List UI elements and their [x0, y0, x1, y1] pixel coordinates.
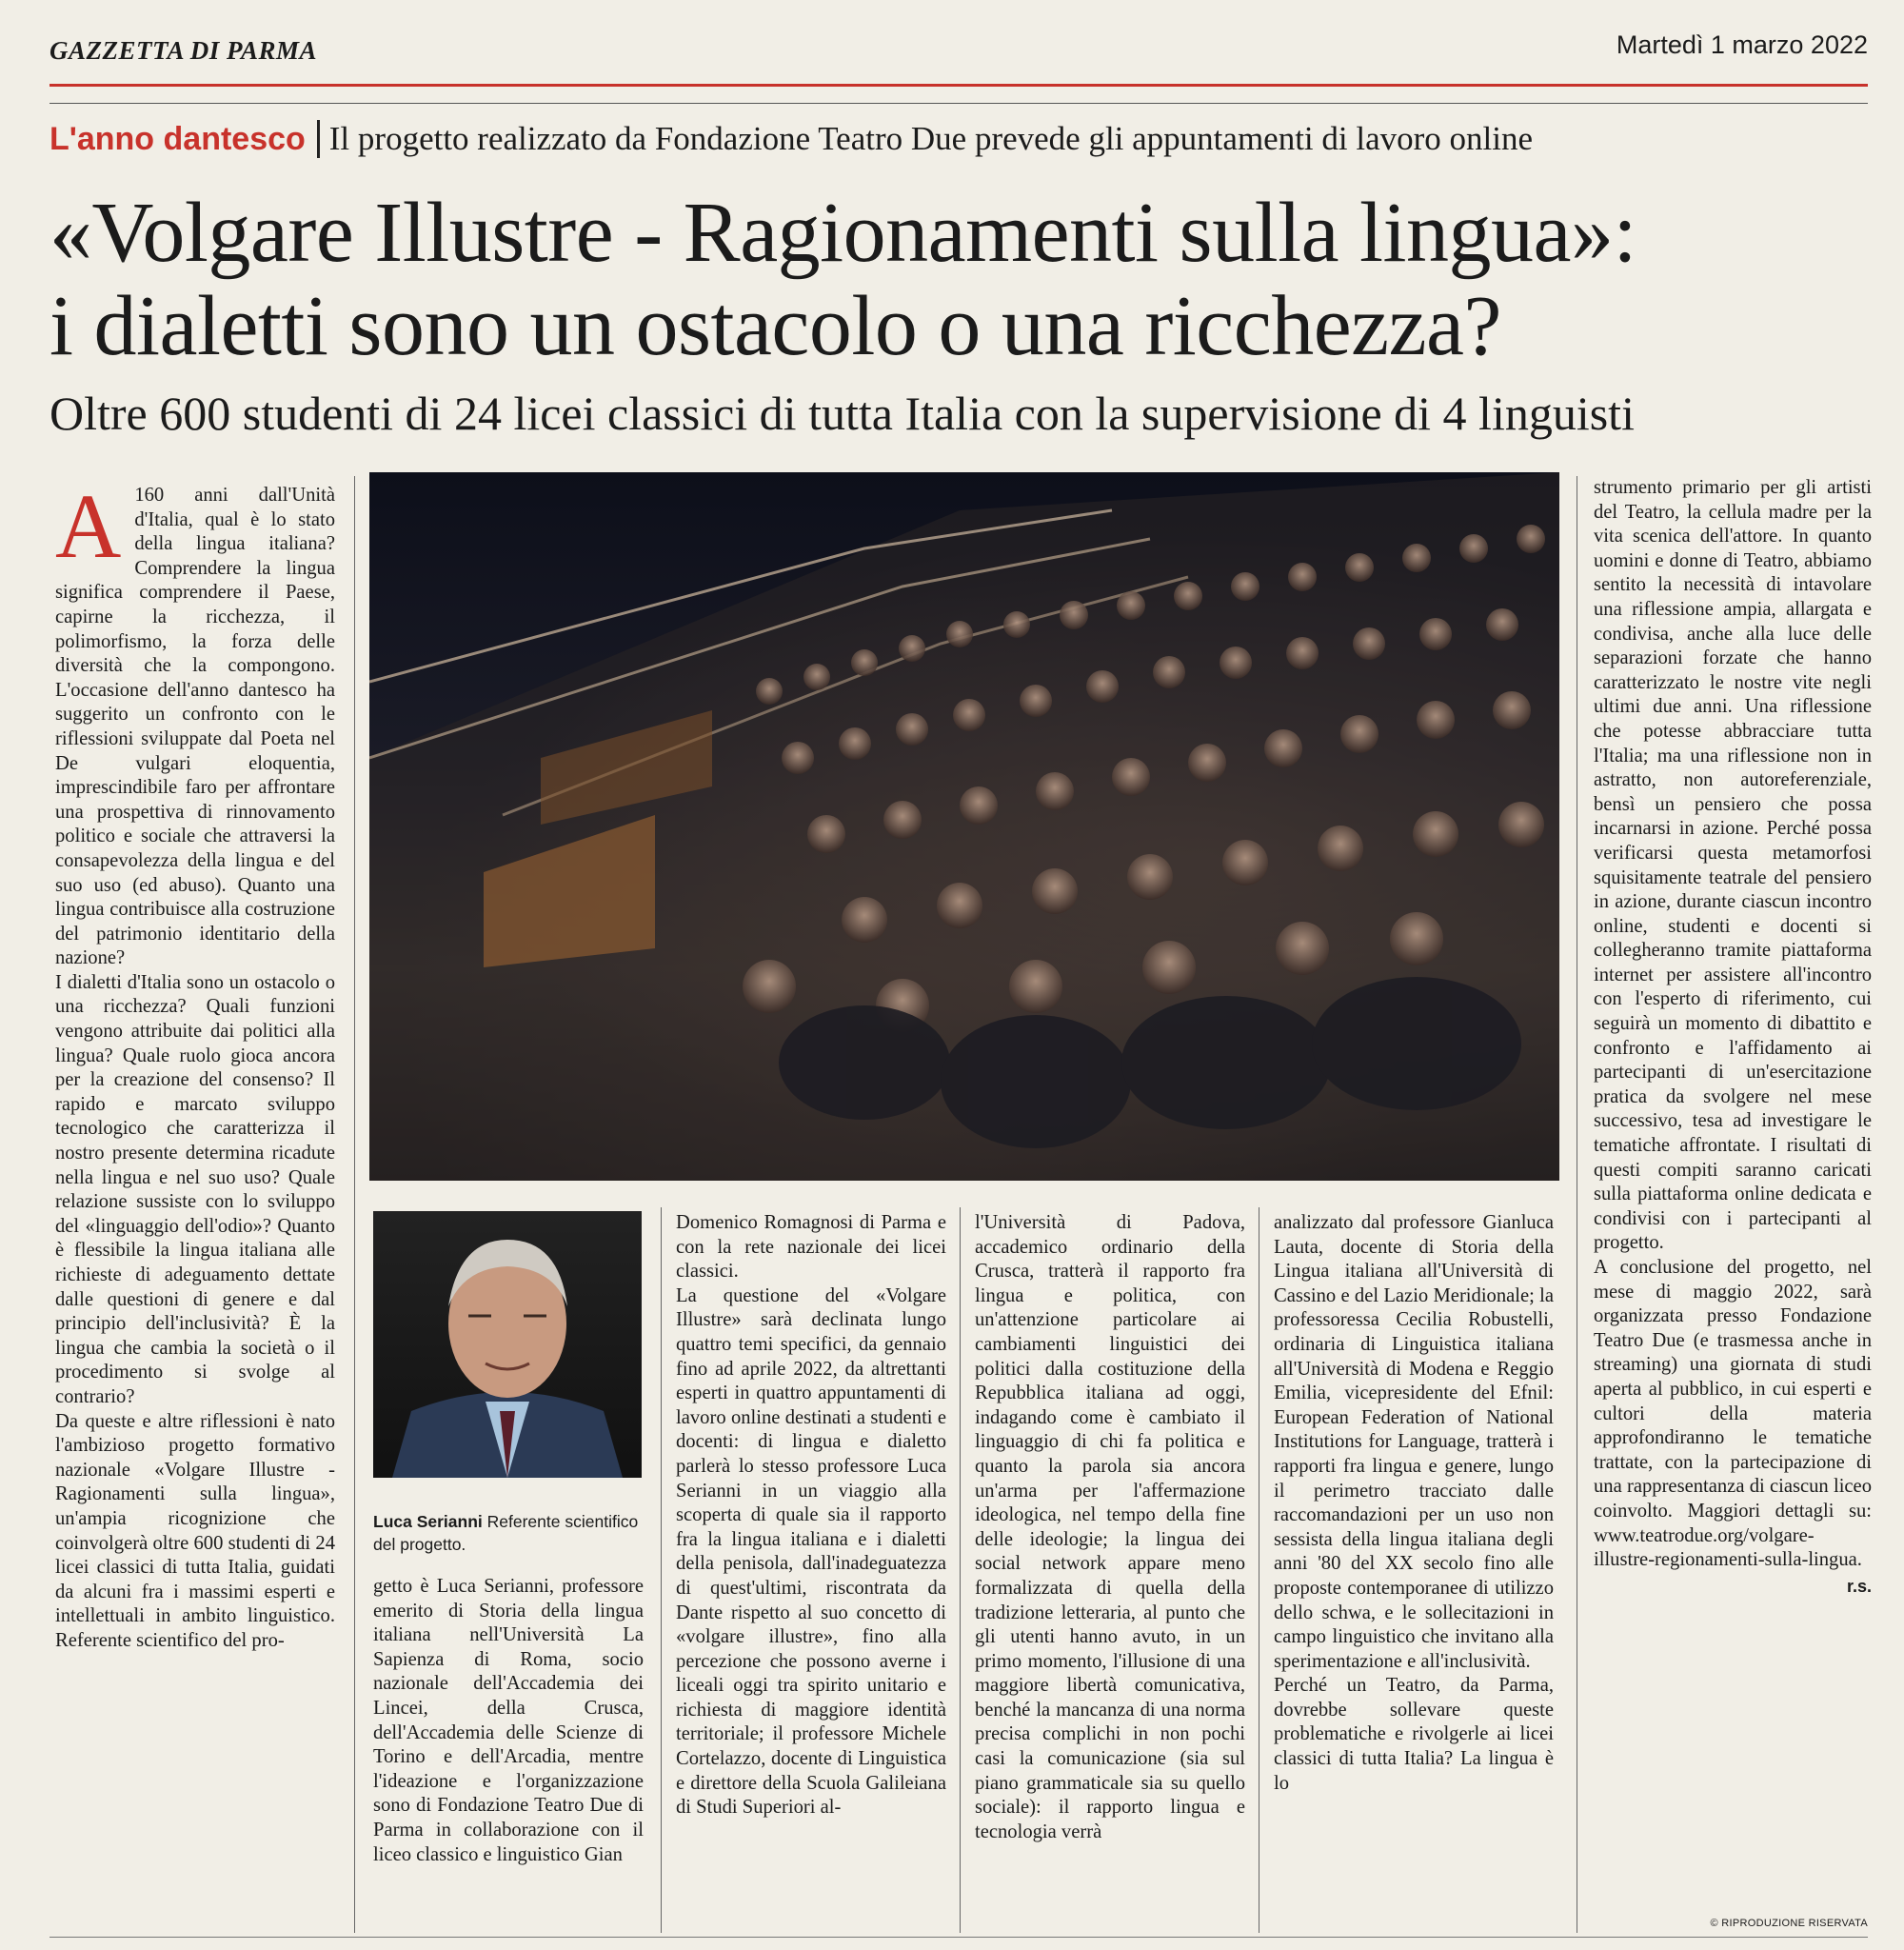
audience-photo — [369, 472, 1559, 1181]
newspaper-name: GAZZETTA DI PARMA — [50, 36, 318, 65]
paragraph: La questione del «Volgare Illustre» sarà declinata lungo quattro temi specifici, da gennaio fino ad aprile 2022, da altrettanti esperti in quattro appuntamenti di lavoro online destinati a studenti e docenti: di lingua e dialetto parlerà lo stesso professore Luca Serianni in un viaggio alla scoperta di quale sia il rapporto fra la lingua italiana e i dialetti della penisola, dall'inadeguatezza di quest'ultimi, riscontrata da Dante rispetto al suo concetto di «volgare illustre», fino alla percezione che possono averne i liceali oggi tra spirito unitario e richiesta di maggiore identità territoriale; il professore Michele Cortelazzo, docente di Linguistica e direttore della Scuola Galileiana di Studi Superiori al- — [676, 1284, 946, 1819]
caption-name: Luca Serianni — [373, 1512, 483, 1531]
section-tag: L'anno dantesco — [50, 120, 306, 157]
masthead-red-rule — [50, 84, 1868, 87]
article-column-6 — [1594, 476, 1872, 1599]
headline-line-1: «Volgare Illustre - Ragionamenti sulla lingua»: — [50, 186, 1636, 280]
paragraph: analizzato dal professore Gianluca Lauta, docente di Storia della Lingua italiana all'Università di Cassino e del Lazio Meridionale; la professoressa Cecilia Robustelli, ordinaria di Linguistica italiana all'Università di Modena e Reggio Emilia, vicepresidente del Efnil: European Federation of National Institutions for Language, tratterà i rapporti fra lingua e genere, lungo il perimetro tracciato dalle raccomandazioni per un uso non sessista della lingua italiana degli anni '80 del XX secolo fino alle proposte contemporanee di utilizzo dello schwa, e le sollecitazioni in campo linguistico che invitano alla sperimentazione e all'inclusività. — [1274, 1212, 1554, 1672]
headline-line-2: i dialetti sono un ostacolo o una ricchezza? — [50, 279, 1501, 373]
portrait-illustration — [373, 1211, 642, 1478]
article-column-3 — [676, 1211, 946, 1821]
photo-caption — [373, 1510, 659, 1556]
article-column-2 — [373, 1575, 644, 1867]
paragraph: Domenico Romagnosi di Parma e con la rete nazionale dei licei classici. — [676, 1212, 946, 1283]
article-column-5 — [1274, 1211, 1554, 1796]
lead-paragraph — [55, 475, 335, 971]
paragraph: Perché un Teatro, da Parma, dovrebbe sollevare queste problematiche e rivolgerle ai licei classici di tutta Italia? La lingua è lo — [1274, 1675, 1554, 1794]
kicker-divider — [317, 120, 320, 158]
paragraph: strumento primario per gli artisti del Teatro, la cellula madre per la vita scenica dell'attore. In quanto uomini e donne di Teatro, abbiamo sentito la necessità di intavolare una riflessione ampia, allargata e condivisa, anche alla luce delle separazioni forzate che hanno caratterizzato le nostre vite negli ultimi due anni. Una riflessione che potesse abbracciare tutta l'Italia; ma una riflessione non in astratto, non autoreferenziale, bensì un pensiero che possa incarnarsi in azione. Perché possa verificarsi questa metamorfosi squisitamente teatrale del pensiero in azione, durante ciascun incontro online, studenti e docenti si collegheranno tramite piattaforma internet per assistere all'incontro con l'esperto di riferimento, cui seguirà un momento di dibattito e confronto e l'affidamento ai partecipanti di un'esercitazione pratica da svolgere nel mese successivo, tesa ad investigare le tematiche affrontate. I risultati di questi compiti saranno caricati sulla piattaforma online dedicata e condivisi con i partecipanti al progetto. — [1594, 477, 1872, 1254]
issue-date: Martedì 1 marzo 2022 — [1616, 30, 1868, 59]
paragraph-text: 160 anni dall'Unità d'Italia, qual è lo stato della lingua italiana? Comprendere la lingua significa comprendere il Paese, capirne la ricchezza, il polimorfismo, la forza delle diversità che la compongono. L'occasione dell'anno dantesco ha suggerito un confronto con le riflessioni sviluppate dal Poeta nel De vulgari eloquentia, imprescindibile faro per affrontare una prospettiva di rinnovamento politico e sociale che attraversi la consapevolezza della lingua e del suo uso (ed abuso). Quanto una lingua contribuisce alla costruzione del patrimonio identitario della nazione? — [55, 485, 335, 969]
column-divider — [960, 1207, 961, 1933]
paragraph: I dialetti d'Italia sono un ostacolo o una ricchezza? Quali funzioni vengono attribuite dai politici alla lingua? Quale ruolo gioca ancora per la creazione del consenso? Il rapido e marcato sviluppo tecnologico che caratterizza il nostro presente determina ricadute nella lingua e nel suo uso? Quale relazione sussiste con lo sviluppo del «linguaggio dell'odio»? Quanto è flessibile la lingua italiana alle richieste di adeguamento dettate dalle questioni di genere e dal principio dell'inclusività? È la lingua che cambia la società o il procedimento si svolge al contrario? — [55, 971, 335, 1407]
paragraph: Da queste e altre riflessioni è nato l'ambizioso progetto formativo nazionale «Volgare Illustre - Ragionamenti sulla lingua», un'ampia ricognizione che coinvolgerà oltre 600 studenti di 24 licei classici di tutta Italia, guidati da alcuni fra i massimi esperti e intellettuali in ambito linguistico. Referente scientifico del pro- — [55, 1410, 335, 1651]
column-divider — [354, 476, 355, 1933]
column-divider — [661, 1207, 662, 1933]
author-initials: r.s. — [1846, 1576, 1872, 1596]
kicker — [50, 120, 1868, 173]
paragraph: getto è Luca Serianni, professore emerito di Storia della lingua italiana nell'Università La Sapienza di Roma, socio nazionale dell'Accademia dei Lincei, della Crusca, dell'Accademia delle Scienze di Torino e dell'Arcadia, mentre l'ideazione e l'organizzazione sono di Fondazione Teatro Due di Parma in collaborazione con il liceo classico e linguistico Gian — [373, 1576, 644, 1865]
portrait-photo — [373, 1211, 642, 1478]
copyright-notice: © RIPRODUZIONE RISERVATA — [1710, 1918, 1868, 1929]
bottom-rule — [50, 1937, 1868, 1938]
paragraph: l'Università di Padova, accademico ordinario della Crusca, tratterà il rapporto fra lingua e politica, con un'attenzione particolare ai cambiamenti linguistici dei politici dalla costituzione della Repubblica italiana ad oggi, indagando come è cambiato il linguaggio di chi fa politica e quanto la parola sia ancora un'arma per l'affermazione ideologica, nel tempo della fine delle ideologie; la lingua dei social network appare meno formalizzata di quella della tradizione letteraria, al punto che gli utenti hanno avuto, in un primo momento, l'illusione di una maggiore libertà comunicativa, benché la mancanza di una norma precisa complichi in non pochi casi la comunicazione (sia sul piano grammaticale sia su quello sociale): il rapporto lingua e tecnologia verrà — [975, 1212, 1245, 1842]
masthead-thin-rule — [50, 103, 1868, 104]
audience-photo-illustration — [369, 472, 1559, 1181]
kicker-text: Il progetto realizzato da Fondazione Teatro Due prevede gli appuntamenti di lavoro online — [328, 120, 1534, 157]
drop-cap: A — [55, 475, 122, 577]
masthead — [50, 27, 1868, 80]
headline — [50, 187, 1868, 373]
article-column-4 — [975, 1211, 1245, 1844]
subheadline: Oltre 600 studenti di 24 licei classici di tutta Italia con la supervisione di 4 linguisti — [50, 387, 1635, 440]
article-column-1 — [55, 475, 335, 1654]
paragraph: A conclusione del progetto, nel mese di maggio 2022, sarà organizzata presso Fondazione Teatro Due (e trasmessa anche in streaming) una giornata di studi aperta al pubblico, in cui esperti e cultori della materia approfondiranno le tematiche trattate, con la partecipazione di una rappresentanza di ciascun liceo coinvolto. Maggiori dettagli su: www.teatrodue.org/volgare-illustre-regionamenti-sulla-lingua. — [1594, 1257, 1872, 1571]
caption-text: Referente scientifico del progetto. — [373, 1512, 639, 1554]
